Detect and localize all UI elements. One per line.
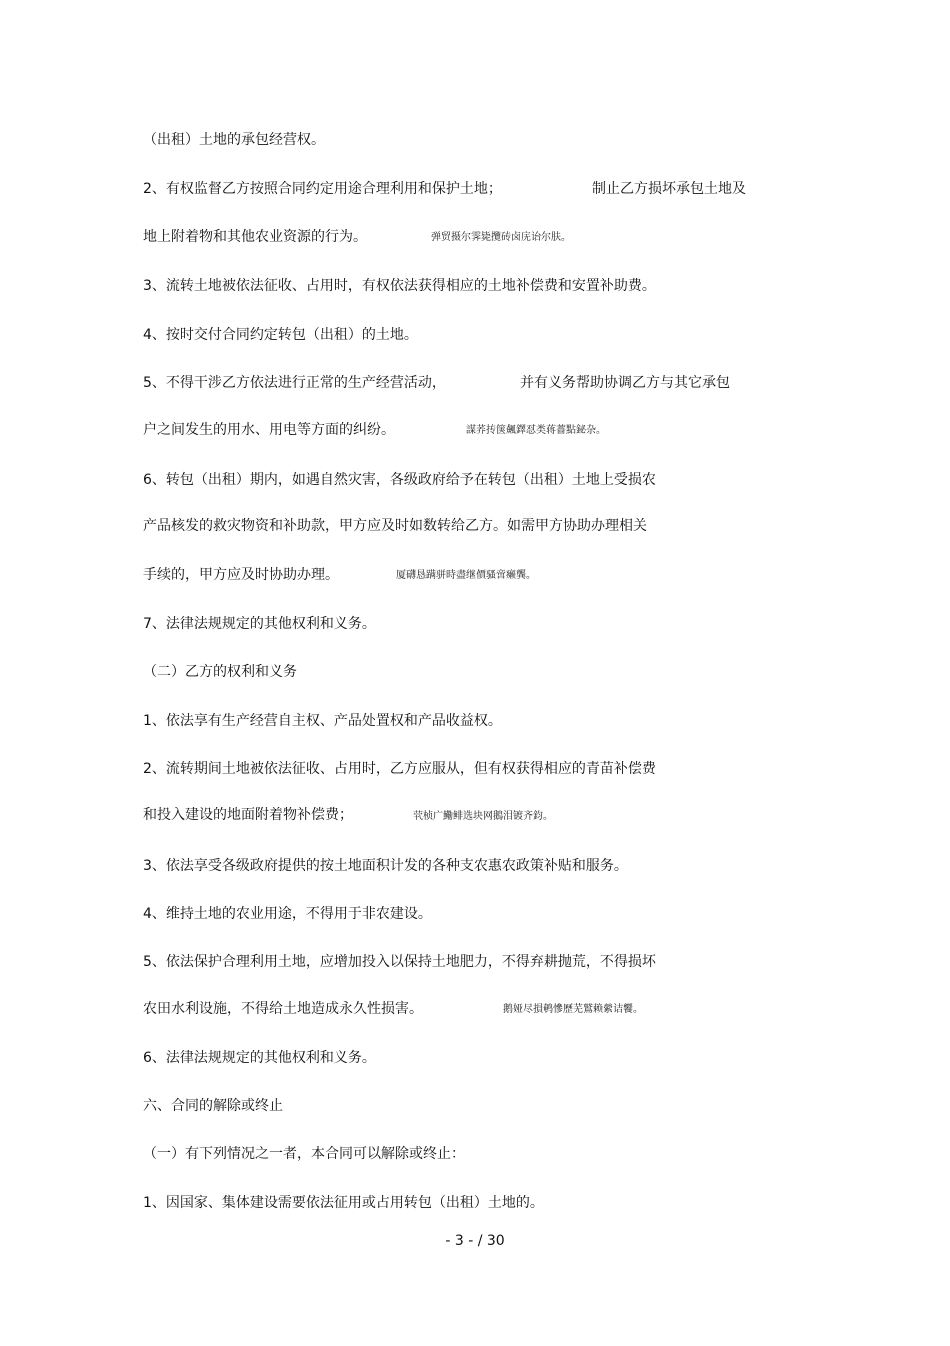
text-line: 5、不得干涉乙方依法进行正常的生产经营活动，: [143, 375, 446, 391]
text-line: 4、按时交付合同约定转包（出租）的土地。: [143, 327, 418, 343]
text-line: （出租）土地的承包经营权。: [143, 132, 325, 148]
text-line: 户之间发生的用水、用电等方面的纠纷。: [143, 422, 395, 438]
section-heading: 六、合同的解除或终止: [143, 1098, 283, 1114]
text-line: 3、依法享受各级政府提供的按土地面积计发的各种支农惠农政策补贴和服务。: [143, 858, 628, 874]
text-line: 并有义务帮助协调乙方与其它承包: [520, 375, 730, 391]
watermark-noise-text: 鹅娅尽損鹌慘歷芜鷲赖縈诘饗。: [503, 1004, 643, 1015]
watermark-noise-text: 謀荞抟箧飆鐸怼类蒋薔點鉍杂。: [466, 425, 606, 436]
watermark-noise-text: 厦礴恳蹒骈時盡继價骚啻癞龔。: [396, 570, 536, 581]
text-line: 1、依法享有生产经营自主权、产品处置权和产品收益权。: [143, 713, 502, 729]
text-line: 农田水利设施，不得给土地造成永久性损害。: [143, 1001, 423, 1017]
text-line: 地上附着物和其他农业资源的行为。: [143, 229, 367, 245]
page-number: - 3 - / 30: [445, 1233, 505, 1249]
text-line: 产品核发的救灾物资和补助款，甲方应及时如数转给乙方。如需甲方协助办理相关: [143, 518, 647, 534]
text-line: 3、流转土地被依法征收、占用时，有权依法获得相应的土地补偿费和安置补助费。: [143, 278, 656, 294]
text-line: 2、有权监督乙方按照合同约定用途合理利用和保护土地；: [143, 181, 502, 197]
text-line: 4、维持土地的农业用途，不得用于非农建设。: [143, 906, 432, 922]
text-line: 2、流转期间土地被依法征收、占用时，乙方应服从，但有权获得相应的青苗补偿费: [143, 761, 656, 777]
text-line: 5、依法保护合理利用土地，应增加投入以保持土地肥力，不得弃耕抛荒，不得损坏: [143, 954, 656, 970]
text-line: 制止乙方损坏承包土地及: [592, 181, 746, 197]
watermark-noise-text: 弹贸摄尔霁毙攬砖卤庑诒尔肤。: [431, 232, 571, 243]
section-heading: （二）乙方的权利和义务: [143, 664, 297, 680]
text-line: 和投入建设的地面附着物补偿费；: [143, 807, 353, 823]
text-line: 6、转包（出租）期内，如遇自然灾害，各级政府给予在转包（出租）土地上受损农: [143, 472, 656, 488]
watermark-noise-text: 茕桢广鰳鲱选块网鵝泪镀齐鈞。: [413, 811, 553, 822]
section-heading: （一）有下列情况之一者，本合同可以解除或终止：: [143, 1146, 465, 1162]
text-line: 手续的，甲方应及时协助办理。: [143, 567, 339, 583]
text-line: 6、法律法规规定的其他权利和义务。: [143, 1050, 376, 1066]
text-line: 1、因国家、集体建设需要依法征用或占用转包（出租）土地的。: [143, 1195, 544, 1211]
text-line: 7、法律法规规定的其他权利和义务。: [143, 616, 376, 632]
